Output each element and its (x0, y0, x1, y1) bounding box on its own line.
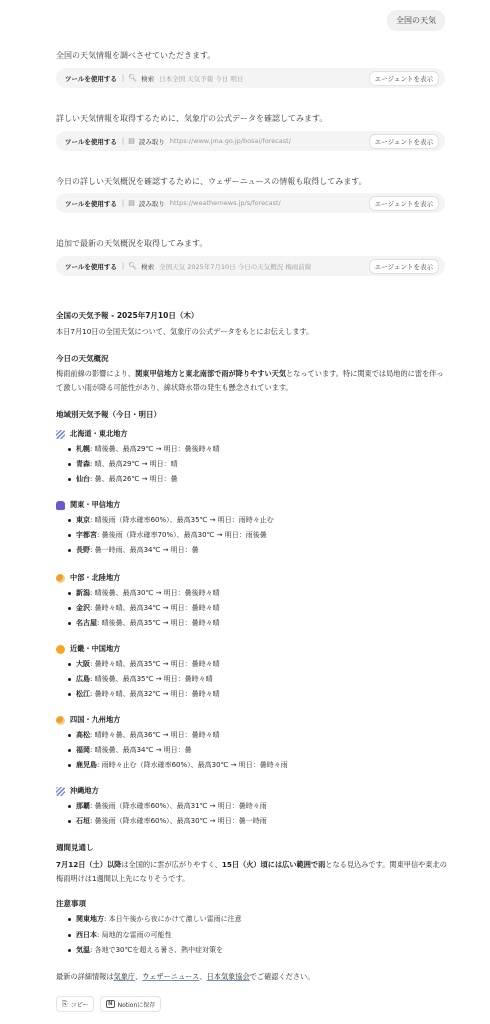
region-name: 近畿・中国地方 (70, 644, 121, 653)
list-item: 札幌 : 晴後曇、最高29℃ → 明日：曇後時々晴 (68, 442, 220, 457)
list-item: 長野 : 曇一時雨、最高34℃ → 明日：曇 (68, 543, 274, 558)
notes-heading: 注意事項 (56, 899, 86, 908)
report-title: 全国の天気予報 - 2025年7月10日（木） (56, 311, 199, 320)
tool-kind: 読み取り (138, 199, 165, 208)
region-city-list (68, 586, 220, 631)
list-item: 新潟 : 晴後曇、最高30℃ → 明日：曇後時々晴 (68, 586, 220, 601)
rain-icon (56, 501, 65, 510)
assistant-step-text: 今日の詳しい天気概況を確認するために、ウェザーニュースの情報も取得してみます。 (56, 177, 367, 186)
region-heading (56, 429, 128, 439)
region-name: 関東・甲信地方 (70, 500, 121, 509)
divider: | (121, 137, 125, 145)
sun-cloud-icon (56, 716, 65, 725)
list-item: 那覇 : 曇後雨（降水確率60%）、最高31℃ → 明日：曇時々雨 (68, 799, 267, 814)
tool-use-bar[interactable] (56, 68, 445, 88)
show-agent-button[interactable]: エージェントを表示 (369, 134, 439, 149)
show-agent-button[interactable]: エージェントを表示 (369, 71, 439, 86)
link-tenki[interactable]: 日本気象協会 (206, 972, 250, 981)
list-item: 青森 : 晴、最高29℃ → 明日：晴 (68, 457, 220, 472)
notes-list (68, 912, 242, 959)
tool-use-label: ツールを使用する (65, 262, 117, 271)
tool-use-bar[interactable] (56, 131, 445, 151)
tool-use-label: ツールを使用する (65, 199, 117, 208)
show-agent-button[interactable]: エージェントを表示 (369, 196, 439, 211)
cloud-icon (56, 430, 65, 439)
weekly-heading: 週間見通し (56, 843, 94, 852)
sun-icon (56, 645, 65, 654)
region-name: 沖縄地方 (70, 786, 99, 795)
list-item: 金沢 : 曇時々晴、最高34℃ → 明日：曇時々晴 (68, 601, 220, 616)
tool-kind: 検索 (141, 262, 155, 271)
region-city-list (68, 657, 220, 702)
tool-query: https://weathernews.jp/s/forecast/ (169, 199, 281, 207)
region-heading (56, 500, 120, 510)
region-city-list (68, 442, 220, 487)
list-item: 広島 : 晴後曇、最高35℃ → 明日：曇時々晴 (68, 672, 220, 687)
notion-icon: N (108, 1001, 113, 1007)
tool-kind: 読み取り (138, 137, 165, 146)
tool-use-label: ツールを使用する (65, 137, 117, 146)
tool-use-bar[interactable] (56, 256, 445, 276)
list-item: 高松 : 晴時々曇、最高36℃ → 明日：曇時々晴 (68, 728, 288, 743)
sun-cloud-icon (56, 574, 65, 583)
assistant-step-text: 追加で最新の天気概況を取得してみます。 (56, 239, 208, 248)
tool-use-bar[interactable] (56, 193, 445, 213)
region-heading (56, 644, 120, 654)
document-icon: ▤ (128, 199, 135, 207)
divider: | (121, 199, 125, 207)
save-to-notion-button[interactable]: N Notionに保存 (100, 996, 161, 1012)
region-city-list (68, 728, 288, 773)
list-item: 松江 : 曇時々晴、最高32℃ → 明日：曇時々晴 (68, 687, 220, 702)
assistant-step-text: 詳しい天気情報を取得するために、気象庁の公式データを確認してみます。 (56, 114, 328, 123)
region-heading (56, 715, 120, 725)
tool-query: https://www.jma.go.jp/bosai/forecast/ (169, 137, 291, 145)
document-icon: ▤ (128, 137, 135, 145)
list-item: 関東地方 : 本日午後から夜にかけて激しい雷雨に注意 (68, 912, 242, 928)
region-heading (56, 573, 120, 583)
list-item: 名古屋 : 晴後曇、最高35℃ → 明日：曇時々晴 (68, 616, 220, 631)
copy-button[interactable]: ⎘ コピー (56, 996, 94, 1012)
region-city-list (68, 513, 274, 558)
show-agent-button[interactable]: エージェントを表示 (369, 259, 439, 274)
search-icon: 🔍︎ (128, 74, 138, 82)
list-item: 気温 : 各地で30℃を超える暑さ、熱中症対策を (68, 943, 242, 959)
list-item: 鹿児島 : 雨時々止む（降水確率60%）、最高30℃ → 明日：曇時々雨 (68, 758, 288, 773)
regional-heading: 地域別天気予報（今日・明日） (56, 410, 161, 419)
assistant-step-text: 全国の天気情報を調べさせていただきます。 (56, 51, 216, 60)
list-item: 宇都宮 : 曇後雨（降水確率70%）、最高30℃ → 明日：雨後曇 (68, 528, 274, 543)
link-jma[interactable]: 気象庁 (113, 972, 136, 981)
tool-query: 全国天気 2025年7月10日 今日の天気概況 梅雨前線 (159, 262, 312, 271)
region-city-list (68, 799, 267, 829)
search-icon: 🔍︎ (128, 262, 138, 270)
link-weathernews[interactable]: ウェザーニュース (142, 972, 200, 981)
cloud-icon (56, 787, 65, 796)
tool-query: 日本全国 天気予報 今日 明日 (159, 74, 244, 83)
region-name: 四国・九州地方 (70, 715, 121, 724)
list-item: 石垣 : 曇後雨（降水確率60%）、最高30℃ → 明日：曇一時雨 (68, 814, 267, 829)
overview-paragraph: 梅雨前線の影響により、関東甲信地方と東北南部で雨が降りやすい天気となっています。特に関東では局地的に雷を伴って激しい雨が降る可能性があり、線状降水帯の発生も懸念されています。 (56, 369, 444, 392)
list-item: 仙台 : 曇、最高26℃ → 明日：曇 (68, 472, 220, 487)
overview-heading: 今日の天気概況 (56, 354, 109, 363)
tool-kind: 検索 (141, 74, 155, 83)
copy-icon: ⎘ (62, 999, 68, 1008)
list-item: 東京 : 晴後雨（降水確率60%）、最高35℃ → 明日：雨時々止む (68, 513, 274, 528)
region-heading (56, 786, 99, 796)
divider: | (121, 262, 125, 270)
list-item: 大阪 : 曇時々晴、最高35℃ → 明日：曇時々晴 (68, 657, 220, 672)
user-message-bubble: 全国の天気 (387, 10, 445, 31)
region-name: 中部・北陸地方 (70, 573, 121, 582)
footer-sources: 最新の詳細情報は気象庁、ウェザーニュース、日本気象協会でご確認ください。 (56, 972, 315, 981)
region-name: 北海道・東北地方 (70, 429, 128, 438)
tool-use-label: ツールを使用する (65, 74, 117, 83)
divider: | (121, 74, 125, 82)
list-item: 福岡 : 晴後曇、最高34℃ → 明日：曇 (68, 743, 288, 758)
list-item: 西日本 : 局地的な雷雨の可能性 (68, 928, 242, 944)
weekly-paragraph: 7月12日（土）以降は全国的に雲が広がりやすく、15日（火）頃には広い範囲で雨となる見込みです。関東甲信や東北の梅雨明けは1週間以上先になりそうです。 (56, 860, 447, 883)
report-intro: 本日7月10日の全国天気について、気象庁の公式データをもとにお伝えします。 (56, 327, 314, 336)
